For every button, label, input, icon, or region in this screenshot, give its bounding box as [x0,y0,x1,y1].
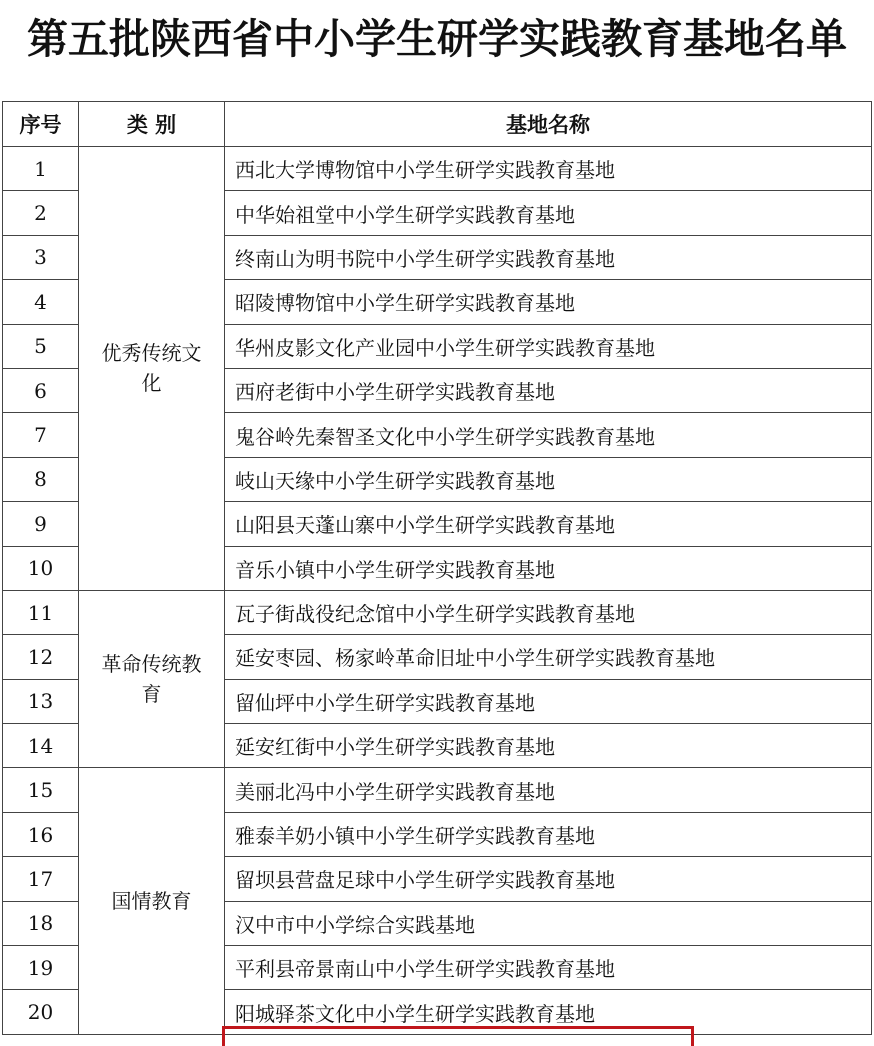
header-category: 类 别 [79,102,225,147]
table-row [3,768,872,812]
category-label: 优秀传统文化 [101,341,202,396]
row-number: 8 [3,457,79,501]
row-number: 17 [3,857,79,901]
base-name: 延安红街中小学生研学实践教育基地 [225,724,872,768]
base-name: 终南山为明书院中小学生研学实践教育基地 [225,235,872,279]
row-number: 1 [3,147,79,191]
header-name: 基地名称 [225,102,872,147]
row-number: 2 [3,191,79,235]
category-cell [79,768,225,1034]
row-number: 10 [3,546,79,590]
row-number: 14 [3,724,79,768]
row-number: 11 [3,590,79,634]
base-name: 西府老街中小学生研学实践教育基地 [225,368,872,412]
base-name: 留坝县营盘足球中小学生研学实践教育基地 [225,857,872,901]
base-list-table [2,101,872,1035]
row-number: 20 [3,990,79,1034]
row-number: 16 [3,812,79,856]
row-number: 7 [3,413,79,457]
row-number: 18 [3,901,79,945]
base-name: 延安枣园、杨家岭革命旧址中小学生研学实践教育基地 [225,635,872,679]
table-body [3,147,872,1035]
row-number: 6 [3,368,79,412]
row-number: 15 [3,768,79,812]
table-row [3,590,872,634]
page-title: 第五批陕西省中小学生研学实践教育基地名单 [27,15,847,63]
row-number: 5 [3,324,79,368]
base-name: 瓦子街战役纪念馆中小学生研学实践教育基地 [225,590,872,634]
base-name: 雅泰羊奶小镇中小学生研学实践教育基地 [225,812,872,856]
base-name: 阳城驿茶文化中小学生研学实践教育基地 [225,990,872,1034]
base-name: 音乐小镇中小学生研学实践教育基地 [225,546,872,590]
category-label: 革命传统教育 [101,652,202,707]
base-name: 西北大学博物馆中小学生研学实践教育基地 [225,147,872,191]
table-row [3,147,872,191]
row-number: 4 [3,280,79,324]
base-name: 昭陵博物馆中小学生研学实践教育基地 [225,280,872,324]
base-name: 中华始祖堂中小学生研学实践教育基地 [225,191,872,235]
table-header-row [3,102,872,147]
base-name: 美丽北冯中小学生研学实践教育基地 [225,768,872,812]
row-number: 19 [3,946,79,990]
base-name: 华州皮影文化产业园中小学生研学实践教育基地 [225,324,872,368]
category-label: 国情教育 [111,889,192,914]
row-number: 13 [3,679,79,723]
category-cell [79,147,225,591]
row-number: 9 [3,502,79,546]
highlight-box [222,1026,694,1046]
base-name: 留仙坪中小学生研学实践教育基地 [225,679,872,723]
row-number: 12 [3,635,79,679]
base-name: 岐山天缘中小学生研学实践教育基地 [225,457,872,501]
base-name: 平利县帝景南山中小学生研学实践教育基地 [225,946,872,990]
base-name: 汉中市中小学综合实践基地 [225,901,872,945]
category-cell [79,590,225,768]
header-seq: 序号 [3,102,79,147]
base-name: 山阳县天蓬山寨中小学生研学实践教育基地 [225,502,872,546]
row-number: 3 [3,235,79,279]
base-name: 鬼谷岭先秦智圣文化中小学生研学实践教育基地 [225,413,872,457]
